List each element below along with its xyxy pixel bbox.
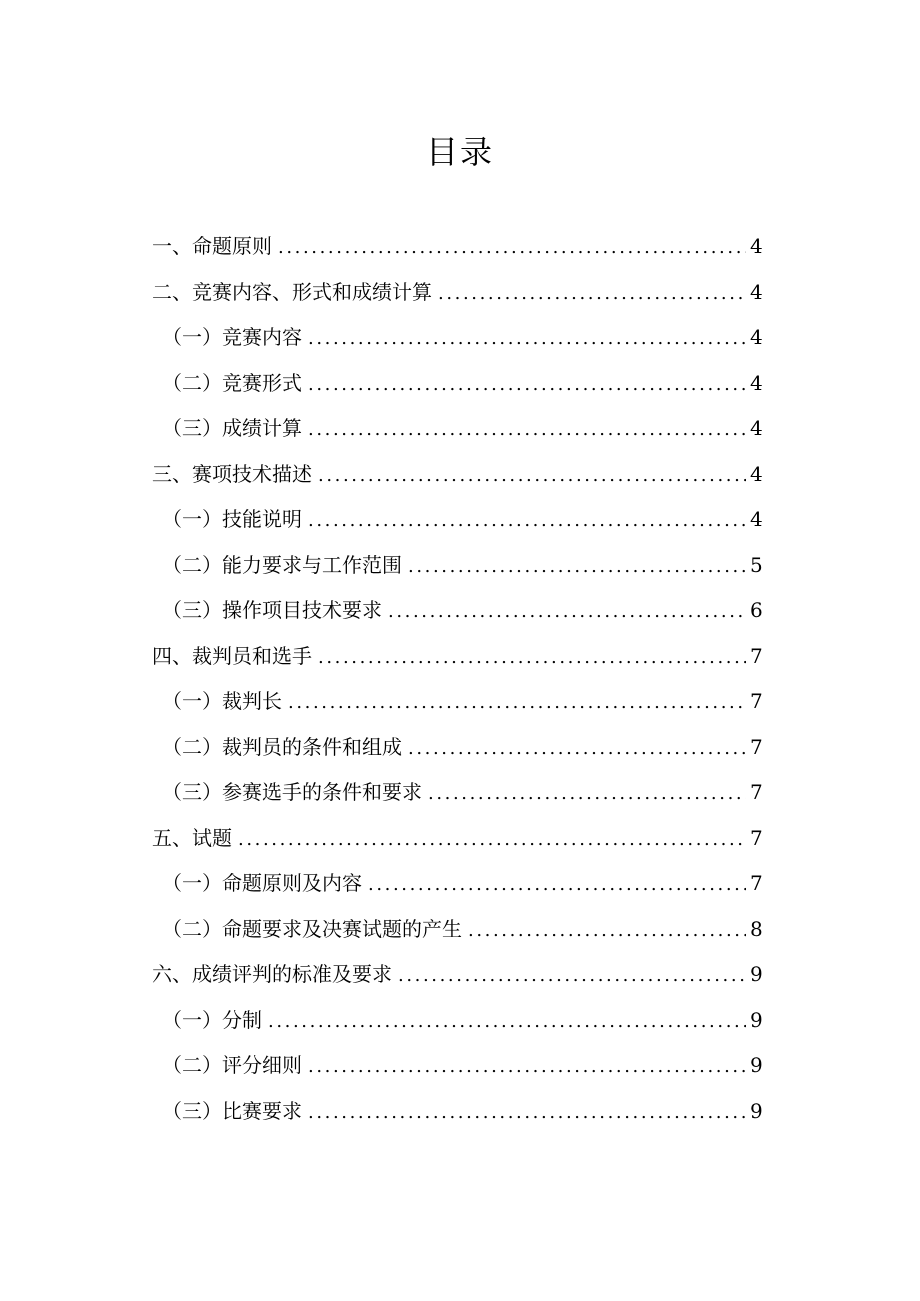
toc-dot-leader (278, 225, 746, 271)
toc-entry-text: 五、试题 (152, 825, 232, 850)
table-of-contents (152, 224, 762, 1134)
toc-entry-text: （二）命题要求及决赛试题的产生 (162, 916, 462, 941)
toc-dot-leader (388, 589, 746, 635)
toc-entry-text: （二）裁判员的条件和组成 (162, 734, 402, 759)
toc-entry-text: 六、成绩评判的标准及要求 (152, 962, 392, 986)
toc-entry[interactable] (152, 679, 762, 725)
toc-entry-text: （三）比赛要求 (162, 1098, 302, 1123)
toc-page-number: 7 (750, 643, 763, 668)
toc-entry[interactable] (152, 588, 762, 634)
toc-entry-text: （一）分制 (162, 1007, 262, 1032)
toc-entry[interactable] (152, 406, 762, 452)
toc-entry[interactable] (152, 543, 762, 589)
toc-entry[interactable] (152, 998, 762, 1044)
toc-entry-text: 四、裁判员和选手 (152, 643, 312, 668)
toc-entry-text: （一）技能说明 (162, 507, 302, 531)
toc-page-number: 7 (750, 825, 763, 850)
toc-entry[interactable] (152, 907, 762, 953)
toc-entry[interactable] (152, 361, 762, 407)
toc-entry-text: （二）竞赛形式 (162, 370, 302, 395)
toc-dot-leader (238, 817, 746, 863)
toc-entry-text: 二、竞赛内容、形式和成绩计算 (152, 279, 432, 304)
toc-page-number: 6 (750, 598, 763, 622)
toc-dot-leader (288, 680, 746, 726)
toc-page-number: 4 (750, 507, 763, 531)
toc-dot-leader (308, 1090, 746, 1136)
toc-dot-leader (408, 544, 746, 590)
toc-entry-text: 一、命题原则 (152, 234, 272, 258)
toc-page-number: 9 (750, 1053, 763, 1077)
toc-page-number: 4 (750, 416, 763, 440)
toc-page-number: 9 (750, 962, 763, 986)
toc-dot-leader (308, 498, 746, 544)
toc-dot-leader (308, 316, 746, 362)
toc-page-number: 7 (750, 780, 763, 804)
toc-entry[interactable] (152, 816, 762, 862)
toc-dot-leader (308, 362, 746, 408)
toc-dot-leader (368, 862, 746, 908)
toc-entry[interactable] (152, 497, 762, 543)
toc-page-number: 7 (750, 689, 763, 713)
toc-dot-leader (428, 771, 746, 817)
toc-page-number: 7 (750, 871, 763, 895)
toc-entry[interactable] (152, 952, 762, 998)
toc-entry[interactable] (152, 315, 762, 361)
toc-entry-text: （一）命题原则及内容 (162, 871, 362, 895)
toc-entry[interactable] (152, 770, 762, 816)
toc-page-number: 4 (750, 325, 763, 349)
toc-entry[interactable] (152, 452, 762, 498)
toc-page-number: 8 (750, 916, 763, 941)
toc-entry[interactable] (152, 725, 762, 771)
toc-dot-leader (438, 271, 746, 317)
toc-entry-text: （三）成绩计算 (162, 416, 302, 440)
toc-page-number: 9 (750, 1098, 763, 1123)
toc-entry-text: （一）裁判长 (162, 689, 282, 713)
toc-entry-text: （三）操作项目技术要求 (162, 598, 382, 622)
toc-entry-text: 三、赛项技术描述 (152, 461, 312, 486)
toc-page-number: 7 (750, 734, 763, 759)
toc-page-number: 4 (750, 279, 763, 304)
toc-dot-leader (308, 1044, 746, 1090)
toc-entry[interactable] (152, 634, 762, 680)
toc-page-number: 5 (750, 552, 763, 577)
toc-entry[interactable] (152, 1043, 762, 1089)
toc-entry-text: （二）能力要求与工作范围 (162, 552, 402, 577)
toc-page-number: 9 (750, 1007, 763, 1032)
toc-entry-text: （一）竞赛内容 (162, 325, 302, 349)
toc-dot-leader (318, 635, 746, 681)
toc-dot-leader (308, 407, 746, 453)
toc-dot-leader (398, 953, 746, 999)
toc-entry[interactable] (152, 1089, 762, 1135)
page-title: 目录 (425, 133, 494, 171)
toc-page-number: 4 (750, 370, 763, 395)
toc-dot-leader (468, 908, 746, 954)
toc-entry-text: （三）参赛选手的条件和要求 (162, 780, 422, 804)
toc-entry[interactable] (152, 270, 762, 316)
toc-entry-text: （二）评分细则 (162, 1053, 302, 1077)
toc-dot-leader (408, 726, 746, 772)
toc-entry[interactable] (152, 224, 762, 270)
toc-entry[interactable] (152, 861, 762, 907)
toc-page-number: 4 (750, 234, 763, 258)
toc-dot-leader (268, 999, 746, 1045)
toc-dot-leader (318, 453, 746, 499)
toc-page-number: 4 (750, 461, 763, 486)
